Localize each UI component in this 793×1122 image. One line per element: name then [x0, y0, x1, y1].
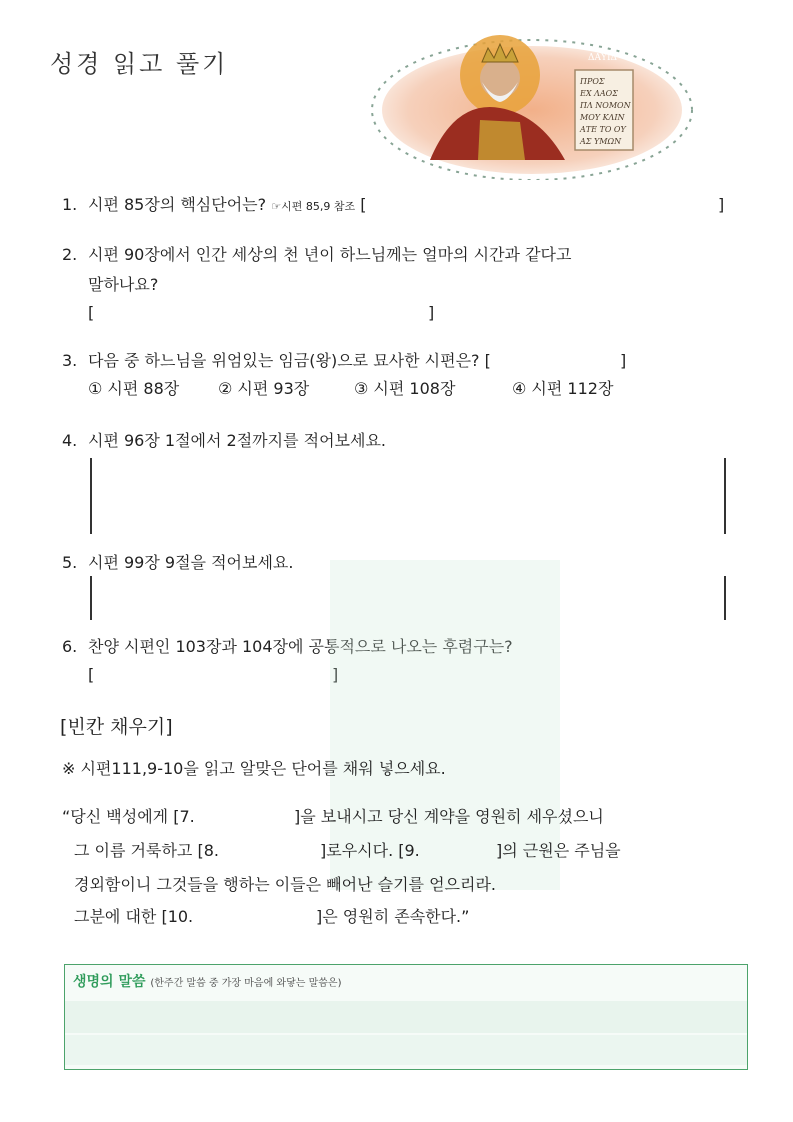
- scroll-line: ΠΡΟΣ: [580, 77, 605, 86]
- answer-1-open: [: [360, 195, 367, 214]
- option-3[interactable]: ③ 시편 108장: [354, 379, 456, 398]
- question-3: 3. 다음 중 하느님을 위엄있는 임금(왕)으로 묘사한 시편은? [: [62, 351, 491, 370]
- blank-9-field[interactable]: [430, 836, 492, 862]
- answer-2-field[interactable]: [100, 298, 420, 324]
- answer-2-open: [: [88, 303, 95, 322]
- fill-line-4-b: ]은 영원히 존속한다.”: [316, 907, 470, 926]
- scroll-line: ΕΧ ΛΑΟΣ: [580, 89, 618, 98]
- fill-instruction: ※ 시편111,9-10을 읽고 알맞은 단어를 채워 넣으세요.: [62, 759, 446, 778]
- answer-1-close: ]: [718, 195, 725, 214]
- icon-label: ΔΑΥΙΔ: [588, 53, 617, 63]
- scroll-line: ΠΛ ΝΟΜΟΝ: [580, 101, 631, 110]
- bracket-left: [90, 576, 98, 620]
- fill-line-2-c: ]의 근원은 주님을: [496, 841, 621, 860]
- answer-6-field[interactable]: [100, 660, 328, 686]
- question-5: 5. 시편 99장 9절을 적어보세요.: [62, 553, 294, 572]
- blank-8-field[interactable]: [250, 836, 316, 862]
- fill-line-2-b: ]로우시다. [9.: [320, 841, 420, 860]
- question-1: 1. 시편 85장의 핵심단어는? ☞시편 85,9 참조 [: [62, 195, 367, 214]
- option-2[interactable]: ② 시편 93장: [218, 379, 310, 398]
- icon-king-david: [360, 30, 705, 180]
- word-of-life-subtitle: (한주간 말씀 중 가장 마음에 와닿는 말씀은): [150, 978, 342, 989]
- fill-line-1-b: ]을 보내시고 당신 계약을 영원히 세우셨으니: [294, 807, 604, 826]
- bracket-right: [718, 576, 726, 620]
- fill-line-4-a: 그분에 대한 [10.: [74, 907, 194, 926]
- fill-heading: [빈칸 채우기]: [60, 716, 173, 738]
- answer-3-field[interactable]: [580, 346, 616, 372]
- word-of-life-title: 생명의 말씀 (한주간 말씀 중 가장 마음에 와닿는 말씀은): [73, 974, 342, 990]
- question-6: 6. 찬양 시편인 103장과 104장에 공통적으로 나오는 후렴구는?: [62, 637, 513, 656]
- scroll-line: ΜΟΥ ΚΛΙΝ: [580, 113, 625, 122]
- answer-4-box[interactable]: [90, 458, 726, 534]
- question-2-line2: 말하나요?: [88, 275, 159, 294]
- fill-line-1-a: “당신 백성에게 [7.: [62, 807, 195, 826]
- bracket-left: [90, 458, 98, 534]
- answer-6-open: [: [88, 665, 95, 684]
- option-1[interactable]: ① 시편 88장: [88, 379, 180, 398]
- word-of-life-box[interactable]: [64, 964, 748, 1070]
- answer-1-field[interactable]: [440, 190, 710, 218]
- watermark-row: [65, 1001, 747, 1033]
- watermark-row: [65, 1035, 747, 1065]
- scroll-line: ΑΤΕ ΤΟ ΟΥ: [580, 125, 626, 134]
- fill-line-3: 경외함이니 그것들을 행하는 이들은 빼어난 슬기를 얻으리라.: [74, 875, 497, 894]
- answer-2-close: ]: [428, 303, 435, 322]
- blank-7-field[interactable]: [218, 802, 290, 828]
- question-1-ref: ☞시편 85,9 참조: [271, 200, 356, 213]
- option-4[interactable]: ④ 시편 112장: [512, 379, 614, 398]
- blank-10-field[interactable]: [246, 902, 312, 928]
- question-2-line1: 2. 시편 90장에서 인간 세상의 천 년이 하느님께는 얼마의 시간과 같다고: [62, 245, 572, 264]
- bracket-right: [718, 458, 726, 534]
- page-title: 성경 읽고 풀기: [50, 50, 229, 78]
- answer-3-close: ]: [620, 351, 627, 370]
- question-4: 4. 시편 96장 1절에서 2절까지를 적어보세요.: [62, 431, 386, 450]
- scroll-line: ΑΣ ΥΜΩΝ: [580, 137, 622, 146]
- question-1-text: 시편 85장의 핵심단어는?: [88, 195, 267, 214]
- answer-6-close: ]: [332, 665, 339, 684]
- fill-line-2-a: 그 이름 거룩하고 [8.: [74, 841, 219, 860]
